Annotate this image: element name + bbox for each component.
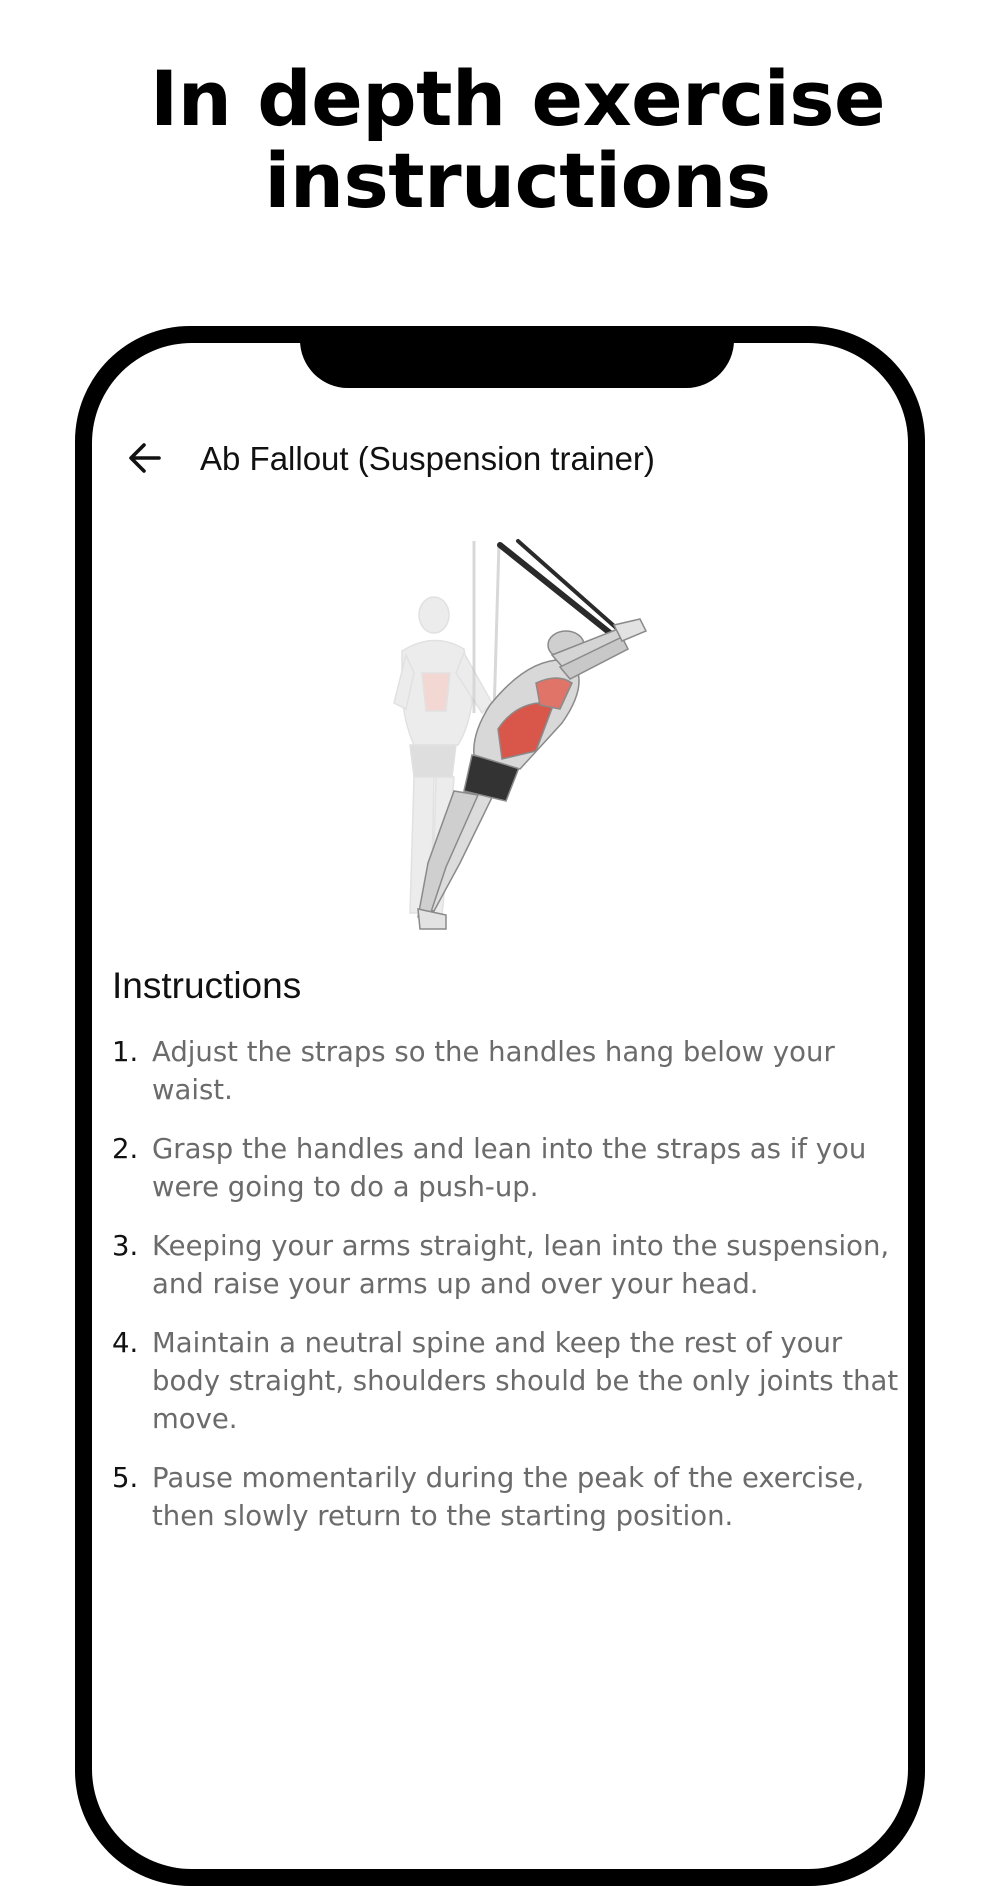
back-button[interactable] — [120, 433, 170, 483]
exercise-illustration — [322, 533, 682, 953]
promo-headline-line-2: instructions — [264, 136, 771, 225]
step-number: 1. — [112, 1036, 139, 1068]
list-item — [112, 1459, 908, 1535]
step-text: Adjust the straps so the handles hang below your waist. — [152, 1036, 835, 1106]
step-number: 5. — [112, 1462, 139, 1494]
list-item — [112, 1324, 908, 1438]
step-text: Keeping your arms straight, lean into the suspension, and raise your arms up and over your head. — [152, 1230, 890, 1300]
instructions-heading: Instructions — [112, 965, 302, 1006]
step-text: Pause momentarily during the peak of the exercise, then slowly return to the starting position. — [152, 1462, 865, 1532]
step-text: Grasp the handles and lean into the straps as if you were going to do a push-up. — [152, 1133, 867, 1203]
step-number: 3. — [112, 1230, 139, 1262]
list-item — [112, 1130, 908, 1206]
arrow-left-icon — [125, 438, 165, 478]
step-number: 4. — [112, 1327, 139, 1359]
phone-notch — [300, 343, 734, 388]
exercise-title: Ab Fallout (Suspension trainer) — [200, 440, 655, 477]
step-text: Maintain a neutral spine and keep the rest of your body straight, shoulders should be the only joints that move. — [152, 1327, 899, 1435]
app-bar — [92, 423, 908, 493]
phone-screen — [92, 343, 908, 1869]
step-number: 2. — [112, 1133, 139, 1165]
phone-frame — [75, 326, 925, 1886]
list-item — [112, 1033, 908, 1109]
list-item — [112, 1227, 908, 1303]
promo-headline — [0, 54, 1000, 225]
instructions-list — [112, 1033, 908, 1556]
promo-headline-line-1: In depth exercise — [149, 54, 886, 143]
